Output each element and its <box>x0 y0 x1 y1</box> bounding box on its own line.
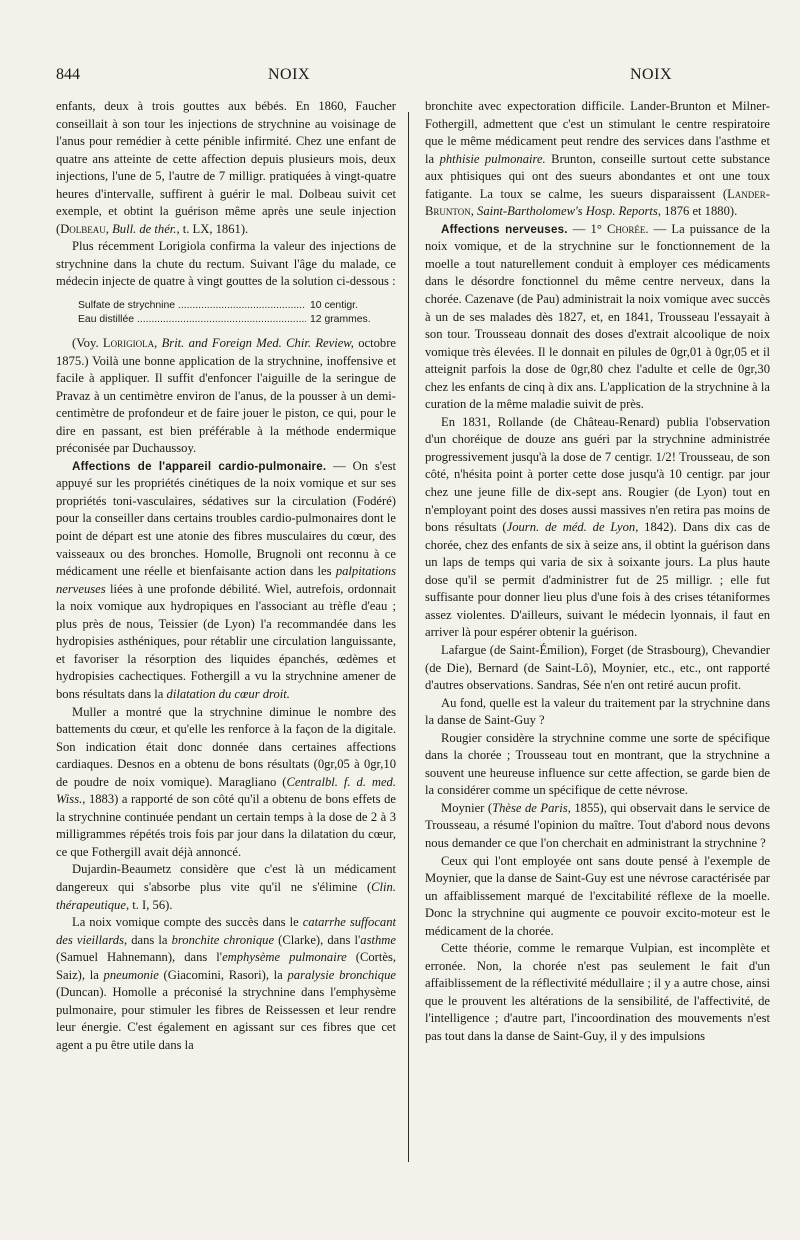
page-number: 844 <box>56 66 80 83</box>
formula-ingredient: Eau distillée ..... <box>78 313 306 327</box>
paragraph: enfants, deux à trois gouttes aux bébés. En 1860, Faucher conseillait à son tour les injections de strychnine au voisinage de l'anus pour remédier à cette pénible infirmité. Chez une enfant de quatre ans atteinte de cette affection depuis plusieurs mois, deux injections, l'une de 5, l'autre de 7 milligr. pratiquées à vingt-quatre heures d'intervalle, suffirent à guérir le mal. Dolbeau suivit cet exemple, et obtint la guérison même après une seule injection (Dolbeau, Bull. de thér., t. LX, 1861). <box>56 99 396 236</box>
paragraph: Moynier (Thèse de Paris, 1855), qui observait dans le service de Trousseau, a résumé l'opinion du maître. Tout d'abord nous devons nous demander ce que l'on cherchait en administrant la strychnine ? <box>425 800 770 850</box>
section-heading: Affections de l'appareil cardio-pulmonaire. <box>72 459 327 473</box>
paragraph: bronchite avec expectoration difficile. Lander-Brunton et Milner-Fothergill, admettent que c'est un stimulant le centre respiratoire que le même médicament peut rendre des services dans l'asthme et la phthisie pulmonaire. Brunton, conseille surtout cette substance aux phtisiques qui ont des sueurs abondantes et ont une toux fatigante. La toux se calme, les sueurs disparaissent (Lander-Brunton, Saint-Bartholomew's Hosp. Reports, 1876 et 1880). <box>425 99 770 219</box>
paragraph: Plus récemment Lorigiola confirma la valeur des injections de strychnine dans la chute du rectum. Suivant l'âge du malade, ce médecin injecte de quatre à vingt gouttes de la solution ci-dessous : <box>56 239 396 289</box>
paragraph: Dujardin-Beaumetz considère que c'est là un médicament dangereux qui s'absorbe plus vite qu'il ne s'élimine (Clin. thérapeutique, t. I, 56). <box>56 862 396 912</box>
paragraph: Affections de l'appareil cardio-pulmonaire. — On s'est appuyé sur les propriétés cinétiques de la noix vomique et sur ses propriétés toni-vasculaires, sédatives sur la circulation (Fodéré) pour la conseiller dans certains troubles cardio-pulmonaires dont le point de départ est une atonie des fibres musculaires du cœur, des vaisseaux ou des bronches. Homolle, Brugnoli ont reconnu à ce médicament une réelle et bienfaisante action dans les palpitations nerveuses liées à une profonde débilité. Wiel, autrefois, ordonnait la noix vomique aux hydropiques en l'associant au trèfle d'eau ; plus près de nous, Teissier (de Lyon) l'a recommandée dans les hydropisies asthéniques, pour rétablir une circulation languissante, et favoriser la résorption des liquides épanchés, œdèmes et hydropisies cachectiques. Fothergill a vu la strychnine amener de bons résultats dans la dilatation du cœur droit. <box>56 458 396 701</box>
paragraph: Lafargue (de Saint-Émilion), Forget (de Strasbourg), Chevandier (de Die), Bernard (de Saint-Lô), Moynier, etc., etc., ont rapporté d'autres observations. Sandras, Sée n'en ont retiré aucun profit. <box>425 642 770 693</box>
paragraph: Cette théorie, comme le remarque Vulpian, est incomplète et erronée. Non, la chorée n'est pas seulement le fait d'un affaiblissement de la réflectivité médullaire ; il y a autre chose, ainsi que le prouvent les altérations de la sensibilité, de l'affectivité, de l'intelligence ; d'autre part, l'incoordination des mouvements n'est pas tout dans la danse de Saint-Guy, il y des impulsions <box>425 941 770 1043</box>
page-header <box>56 66 762 90</box>
formula-row <box>78 313 396 327</box>
running-head-left: NOIX <box>268 66 310 83</box>
right-column <box>425 98 770 1046</box>
paragraph: Affections nerveuses. — 1° Chorée. — La puissance de la noix vomique, et de la strychnine sur le fonctionnement de la moelle a tout naturellement conduit à employer ces médicaments dans le désordre fonctionnel du même centre nerveux, dans la chorée. Cazenave (de Pau) administrait la noix vomique avec succès à un de ses malades dès 1827, et, en 1841, Trousseau l'essayait à son tour. Trousseau donnait des doses d'extrait alcoolique de noix vomique très élevées. Il le donnait en pilules de 0gr,01 à 0gr,05 et il atteignit parfois la dose de 0gr,80 chez l'adulte et celle de 0gr,30 chez les enfants de cinq à dix ans. L'application de la strychnine à la curation de la même maladie suivit de près. <box>425 221 770 412</box>
paragraph: (Voy. Lorigiola, Brit. and Foreign Med. Chir. Review, octobre 1875.) Voilà une bonne application de la strychnine, inoffensive et facile à appliquer. Il suffit d'enfoncer l'aiguille de la seringue de Pravaz à un centimètre environ de l'anus, de la pousser à un demi-centimètre de profondeur et de faire jouer le piston, ce qui, pour le dire en passant, est bien préférable à la méthode endermique préconisée par Duchaussoy. <box>56 336 396 456</box>
column-divider <box>408 112 409 1162</box>
paragraph: Muller a montré que la strychnine diminue le nombre des battements du cœur, et qu'elle les renforce à la façon de la digitale. Son indication était donc donnée dans certaines affections cardiaques. Desnos en a obtenu de bons résultats (0gr,05 à 0gr,10 de poudre de noix vomique). Maragliano (Centralbl. f. d. med. Wiss., 1883) a rapporté de son côté qu'il a obtenu de bons effets de la strychnine continuée pendant un certain temps à la dose de 2 à 3 milligrammes répétés trois fois par jour dans la dilatation du cœur, ce que Fothergill avait déjà annoncé. <box>56 704 396 859</box>
formula <box>78 299 396 327</box>
formula-row <box>78 299 396 313</box>
formula-ingredient: Sulfate de strychnine ..... <box>78 299 306 313</box>
paragraph: Au fond, quelle est la valeur du traitement par la strychnine dans la danse de Saint-Guy ? <box>425 695 770 728</box>
section-heading: Affections nerveuses. <box>441 222 568 236</box>
formula-quantity: 12 grammes. <box>310 314 371 326</box>
left-column <box>56 98 396 1054</box>
formula-quantity: 10 centigr. <box>310 300 358 312</box>
running-head-right: NOIX <box>630 66 672 83</box>
paragraph: En 1831, Rollande (de Château-Renard) publia l'observation d'un choréique de douze ans guéri par la strychnine administrée progressivement jusqu'à la dose de 7 centigr. 1/2! Trousseau, de son côté, n'hésita point à porter cette dose jusqu'à 10 centigr. par jour chez une jeune fille de dix-sept ans. Rougier (de Lyon) tout en n'employant point des doses aussi massives n'en retira pas moins de bons résultats (Journ. de méd. de Lyon, 1842). Dans dix cas de chorée, chez des enfants de six à seize ans, il obtint la guérison dans un laps de temps qui varia de six à soixante jours. La plus haute dose qu'il se permit d'administrer fut de 25 milligr. ; elle fut suffisante pour donner lieu plus d'une fois à des crises tétaniformes assez violentes. D'ailleurs, suivant le médecin lyonnais, il faut en arriver là pour espérer obtenir la guérison. <box>425 414 770 640</box>
paragraph: Ceux qui l'ont employée ont sans doute pensé à l'exemple de Moynier, que la danse de Saint-Guy est une névrose caractérisée par un affaiblissement marqué de l'excitabilité réflexe de la moelle. Donc la strychnine qui augmente ce pouvoir excito-moteur est le médicament de la chorée. <box>425 853 770 938</box>
paragraph: Rougier considère la strychnine comme une sorte de spécifique dans la chorée ; Trousseau tout en montrant, que la strychnine a souvent une heureuse influence sur cette affection, se garde bien de la considérer comme un spécifique de cette névrose. <box>425 730 770 798</box>
paragraph: La noix vomique compte des succès dans le catarrhe suffocant des vieillards, dans la bronchite chronique (Clarke), dans l'asthme (Samuel Hahnemann), dans l'emphysème pulmonaire (Cortès, Saiz), la pneumonie (Giacomini, Rasori), la paralysie bronchique (Duncan). Homolle a préconisé la strychnine dans l'emphysème pulmonaire, pour stimuler les fibres de Reissessen et leur rendre leur énergie. C'est également en agissant sur ces fibres que cet agent a pu être utile dans la <box>56 915 397 1052</box>
